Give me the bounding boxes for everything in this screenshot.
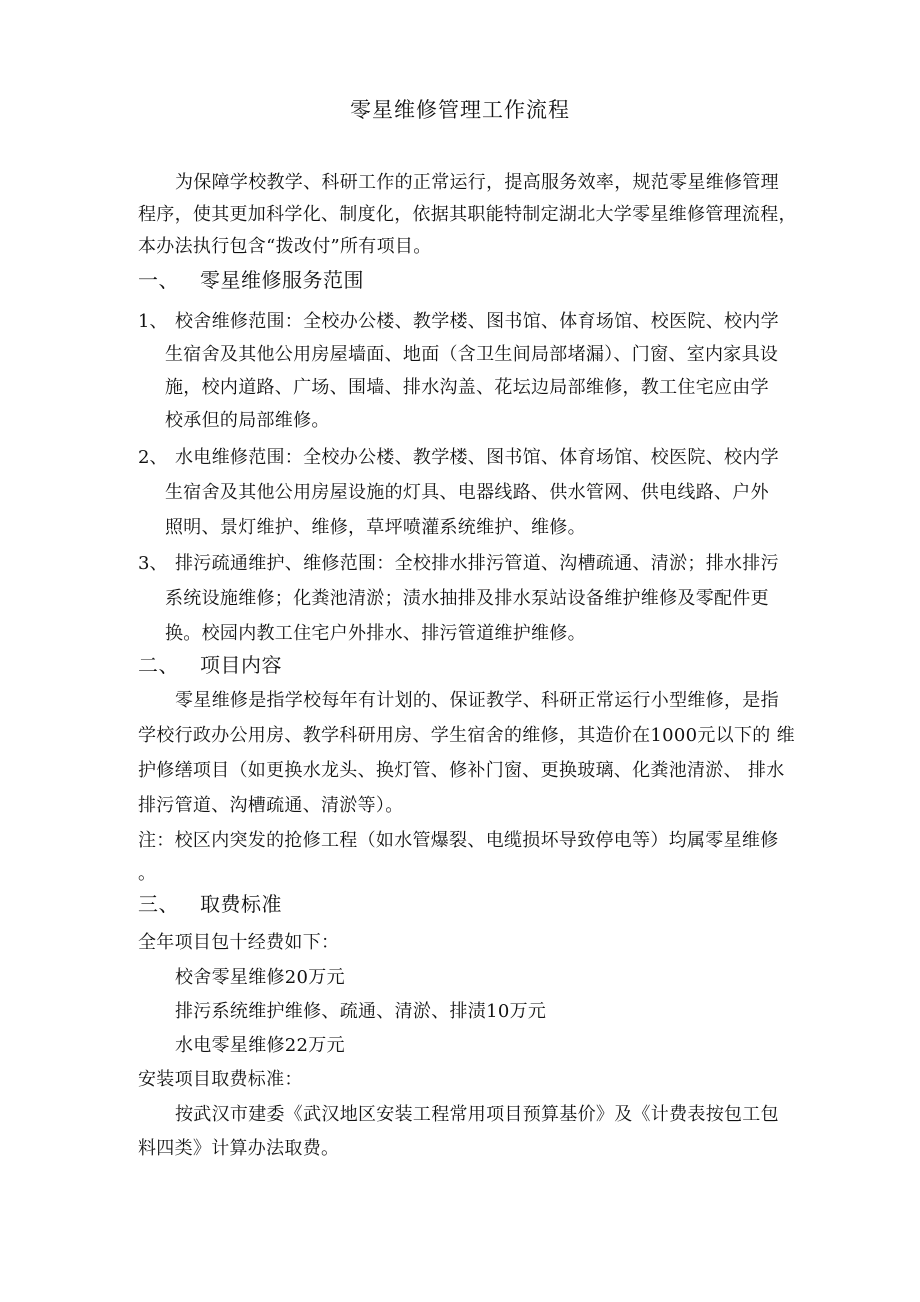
section3-heading	[138, 891, 282, 917]
section3-number: 三、	[138, 892, 179, 916]
item2-line-2: 生宿舍及其他公用房屋设施的灯具、电器线路、供水管网、供电线路、户外	[165, 482, 769, 503]
section2-number: 二、	[138, 653, 179, 677]
item1-line-3: 施，校内道路、广场、围墙、排水沟盖、花坛边局部维修，教工住宅应由学	[165, 377, 769, 398]
section2-line-1: 零星维修是指学校每年有计划的、保证教学、科研正常运行小型维修，是指	[175, 690, 779, 711]
item3-line-2: 系统设施维修；化粪池清淤；渍水抽排及排水泵站设备维护维修及零配件更	[165, 588, 769, 609]
section1-heading	[138, 267, 364, 293]
section2-line-4: 排污管道、沟槽疏通、清淤等）。	[138, 795, 404, 816]
item2-line-3: 照明、景灯维护、维修，草坪喷灌系统维护、维修。	[165, 517, 586, 538]
section1-title: 零星维修服务范围	[200, 268, 364, 292]
annual-item-1: 校舍零星维修20万元	[175, 967, 345, 988]
note-line-1: 注：校区内突发的抢修工程（如水管爆裂、电缆损坏导致停电等）均属零星维修	[138, 830, 779, 851]
note-line-2: 。	[138, 863, 157, 884]
section2-line-3: 护修缮项目（如更换水龙头、换灯管、修补门窗、更换玻璃、化粪池清淤、 排水	[138, 760, 785, 781]
install-fee-line-1: 按武汉市建委《武汉地区安装工程常用项目预算基价》及《计费表按包工包	[175, 1104, 779, 1125]
section2-line-2: 学校行政办公用房、教学科研用房、学生宿舍的维修，其造价在1000元以下的 维	[138, 725, 795, 746]
item3-marker: 3、	[138, 553, 168, 574]
item2-line-1: 水电维修范围：全校办公楼、教学楼、图书馆、体育场馆、校医院、校内学	[175, 447, 779, 468]
install-fee-line-2: 料四类》计算办法取费。	[138, 1138, 340, 1159]
annual-item-3: 水电零星维修22万元	[175, 1035, 345, 1056]
document-title: 零星维修管理工作流程	[350, 98, 570, 122]
item1-marker: 1、	[138, 311, 168, 332]
item1-line-2: 生宿舍及其他公用房屋墙面、地面（含卫生间局部堵漏）、门窗、室内家具设	[165, 344, 779, 365]
item3-line-3: 换。校园内教工住宅户外排水、排污管道维护维修。	[165, 623, 586, 644]
section1-number: 一、	[138, 268, 179, 292]
section2-title: 项目内容	[200, 653, 282, 677]
section2-heading	[138, 652, 282, 678]
intro-line-2: 程序，使其更加科学化、制度化，依据其职能特制定湖北大学零星维修管理流程，	[138, 204, 797, 225]
intro-line-1: 为保障学校教学、科研工作的正常运行，提高服务效率，规范零星维修管理	[175, 172, 779, 193]
item1-line-4: 校承但的局部维修。	[165, 410, 330, 431]
section3-title: 取费标准	[200, 892, 282, 916]
install-fee-label: 安装项目取费标准：	[138, 1069, 303, 1090]
annual-item-2: 排污系统维护维修、疏通、清淤、排渍10万元	[175, 1001, 547, 1022]
item3-line-1: 排污疏通维护、维修范围：全校排水排污管道、沟槽疏通、清淤；排水排污	[175, 553, 779, 574]
item1-line-1: 校舍维修范围：全校办公楼、教学楼、图书馆、体育场馆、校医院、校内学	[175, 311, 779, 332]
item2-marker: 2、	[138, 447, 168, 468]
annual-budget-label: 全年项目包十经费如下：	[138, 932, 340, 953]
intro-line-3: 本办法执行包含“拨改付”所有项目。	[138, 236, 432, 257]
